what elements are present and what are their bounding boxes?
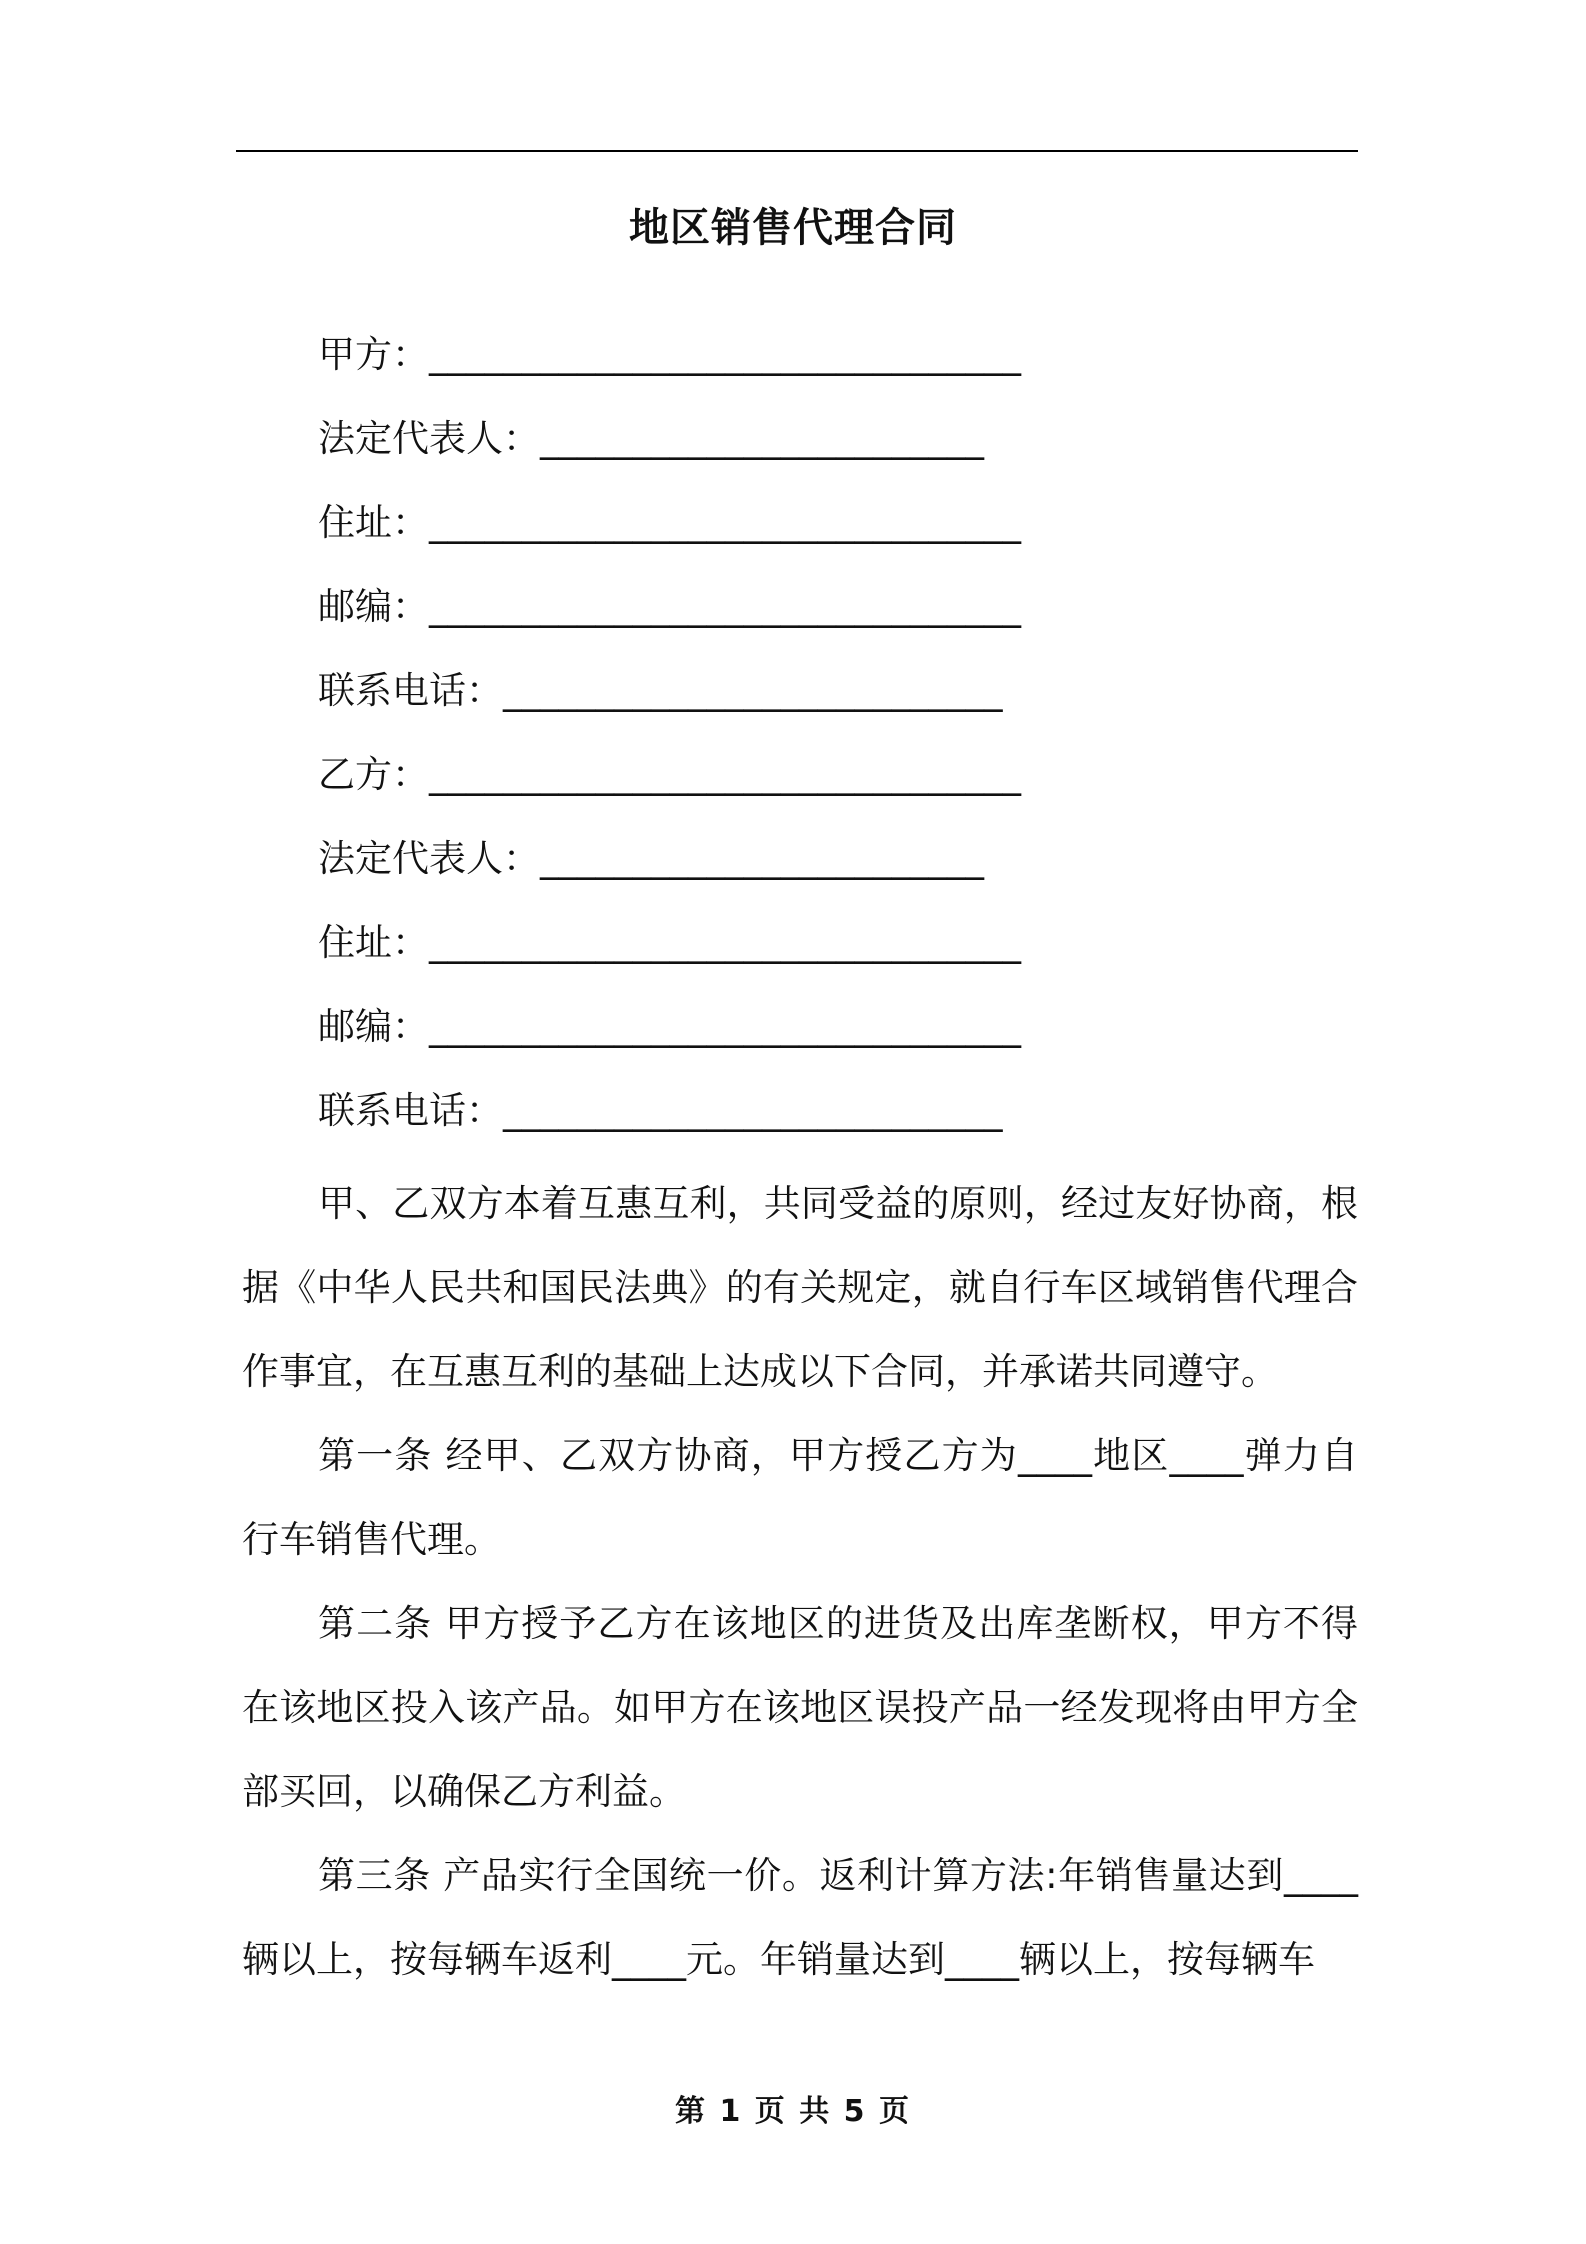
party-a-field: 甲方：________________________________ xyxy=(318,333,1021,376)
party-b-address-field: 住址：________________________________ xyxy=(318,921,1021,964)
party-b-field: 乙方：________________________________ xyxy=(318,753,1021,796)
article-3-paragraph: 第三条 产品实行全国统一价。返利计算方法:年销售量达到____辆以上，按每辆车返利____元。年销量达到____辆以上，按每辆车 xyxy=(242,1854,1358,1981)
party-b-phone-field: 联系电话：___________________________ xyxy=(318,1089,1003,1132)
party-a-representative-field: 法定代表人：________________________ xyxy=(318,417,984,460)
party-b-postcode-field: 邮编：________________________________ xyxy=(318,1005,1021,1048)
article-2-paragraph: 第二条 甲方授予乙方在该地区的进货及出库垄断权，甲方不得在该地区投入该产品。如甲方在该地区误投产品一经发现将由甲方全部买回，以确保乙方利益。 xyxy=(242,1602,1358,1813)
article-1-paragraph: 第一条 经甲、乙双方协商，甲方授乙方为____地区____弹力自行车销售代理。 xyxy=(242,1434,1358,1561)
contract-body xyxy=(242,1162,1358,2002)
header-rule xyxy=(236,150,1358,152)
party-a-postcode-field: 邮编：________________________________ xyxy=(318,585,1021,628)
document-title: 地区销售代理合同 xyxy=(629,205,957,251)
party-a-phone-field: 联系电话：___________________________ xyxy=(318,669,1003,712)
party-info-fields xyxy=(318,326,1318,1166)
party-b-representative-field: 法定代表人：________________________ xyxy=(318,837,984,880)
party-a-address-field: 住址：________________________________ xyxy=(318,501,1021,544)
page-number-footer: 第 1 页 共 5 页 xyxy=(675,2094,911,2129)
preamble-paragraph: 甲、乙双方本着互惠互利，共同受益的原则，经过友好协商，根据《中华人民共和国民法典》的有关规定，就自行车区域销售代理合作事宜，在互惠互利的基础上达成以下合同，并承诺共同遵守。 xyxy=(242,1182,1358,1393)
